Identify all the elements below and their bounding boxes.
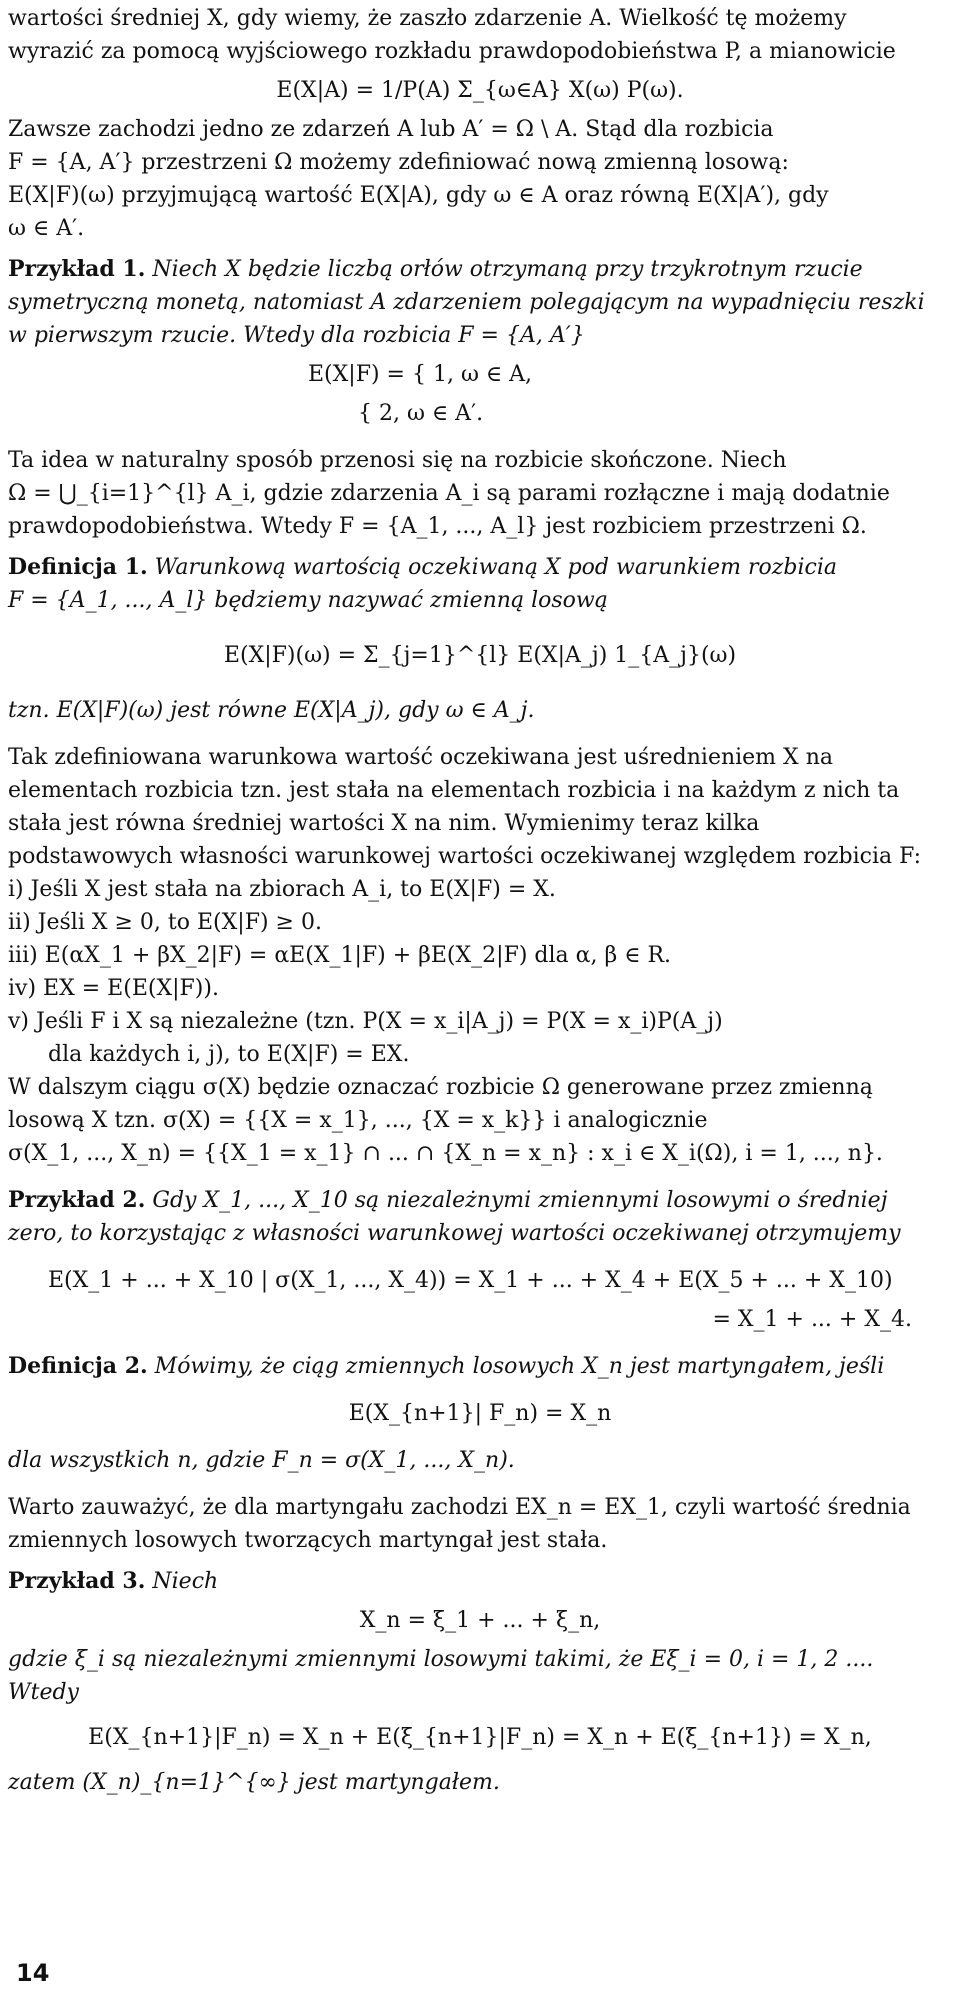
text-line: zmiennych losowych tworzących martyngał jest stała. — [8, 1528, 608, 1553]
property-item: v) Jeśli F i X są niezależne (tzn. P(X = x_i|A_j) = P(X = x_i)P(A_j) — [8, 1009, 723, 1034]
finite-partition-paragraph — [8, 444, 952, 543]
equation-sum: X_n = ξ_1 + ... + ξ_n, — [359, 1608, 601, 1633]
page-content — [8, 2, 952, 1799]
text-line: Warto zauważyć, że dla martyngału zachodzi EX_n = EX_1, czyli wartość średnia — [8, 1495, 911, 1520]
definition-1 — [8, 551, 952, 727]
example-2 — [8, 1184, 952, 1336]
text-line: podstawowych własności warunkowej wartości oczekiwanej względem rozbicia F: — [8, 844, 921, 869]
equation-conditional-mean: E(X|A) = 1/P(A) Σ_{ω∈A} X(ω) P(ω). — [276, 78, 684, 103]
text-line: F = {A_1, ..., A_l} będziemy nazywać zmienną losową — [8, 588, 608, 613]
text-line: F = {A, A′} przestrzeni Ω możemy zdefiniować nową zmienną losową: — [8, 150, 789, 175]
text-line — [8, 1350, 952, 1383]
text-line: ω ∈ A′. — [8, 216, 85, 241]
property-item: i) Jeśli X jest stała na zbiorach A_i, to E(X|F) = X. — [8, 877, 556, 902]
text-line: zero, to korzystając z własności warunkowej wartości oczekiwanej otrzymujemy — [8, 1221, 901, 1246]
text-line: elementach rozbicia tzn. jest stała na elementach rozbicia i na każdym z nich ta — [8, 778, 900, 803]
example-3 — [8, 1565, 952, 1799]
text-line: zatem (X_n)_{n=1}^{∞} jest martyngałem. — [8, 1770, 500, 1795]
page-number: 14 — [16, 1959, 50, 1987]
text-line: stała jest równa średniej wartości X na nim. Wymienimy teraz kilka — [8, 811, 760, 836]
text-line — [8, 1565, 952, 1598]
text-line: losową X tzn. σ(X) = {{X = x_1}, ..., {X = x_k}} i analogicznie — [8, 1108, 708, 1133]
property-item-continuation: dla każdych i, j), to E(X|F) = EX. — [48, 1042, 410, 1067]
properties-paragraph — [8, 741, 952, 1170]
property-item: ii) Jeśli X ≥ 0, to E(X|F) ≥ 0. — [8, 910, 322, 935]
text-line — [8, 1184, 952, 1217]
text-line: E(X|F)(ω) przyjmującą wartość E(X|A), gdy ω ∈ A oraz równą E(X|A′), gdy — [8, 183, 829, 208]
text-line: Zawsze zachodzi jedno ze zdarzeń A lub A′ = Ω \ A. Stąd dla rozbicia — [8, 117, 774, 142]
equation-case-2: { 2, ω ∈ A′. — [358, 401, 484, 426]
definition-2 — [8, 1350, 952, 1477]
equation-martingale-check: E(X_{n+1}|F_n) = X_n + E(ξ_{n+1}|F_n) = X_n + E(ξ_{n+1}) = X_n, — [88, 1725, 872, 1750]
example-text: Niech X będzie liczbą orłów otrzymaną przy trzykrotnym rzucie — [145, 257, 863, 282]
text-line: w pierwszym rzucie. Wtedy dla rozbicia F = {A, A′} — [8, 323, 585, 348]
equation-example-2-line-2: = X_1 + ... + X_4. — [712, 1307, 912, 1332]
text-line: prawdopodobieństwa. Wtedy F = {A_1, ..., A_l} jest rozbiciem przestrzeni Ω. — [8, 514, 867, 539]
example-label: Przykład 1. — [8, 256, 146, 282]
example-label: Przykład 3. — [8, 1568, 146, 1594]
text-line: symetryczną monetą, natomiast A zdarzeniem polegającym na wypadnięciu reszki — [8, 290, 925, 315]
text-line: tzn. E(X|F)(ω) jest równe E(X|A_j), gdy ω ∈ A_j. — [8, 698, 535, 723]
equation-case-1: E(X|F) = { 1, ω ∈ A, — [308, 362, 533, 387]
definition-text: Mówimy, że ciąg zmiennych losowych X_n jest martyngałem, jeśli — [147, 1354, 885, 1379]
text-line: Ta idea w naturalny sposób przenosi się na rozbicie skończone. Niech — [8, 448, 787, 473]
property-item: iv) EX = E(E(X|F)). — [8, 976, 219, 1001]
equation-example-2-line-1: E(X_1 + ... + X_10 | σ(X_1, ..., X_4)) = X_1 + ... + X_4 + E(X_5 + ... + X_10) — [48, 1268, 893, 1293]
text-line — [8, 551, 952, 584]
definition-label: Definicja 1. — [8, 554, 148, 580]
text-line — [8, 253, 952, 286]
equation-martingale: E(X_{n+1}| F_n) = X_n — [348, 1401, 612, 1426]
text-line: W dalszym ciągu σ(X) będzie oznaczać rozbicie Ω generowane przez zmienną — [8, 1075, 873, 1100]
definition-text: Warunkową wartością oczekiwaną X pod warunkiem rozbicia — [147, 555, 837, 580]
example-label: Przykład 2. — [8, 1187, 146, 1213]
text-line: Ω = ⋃_{i=1}^{l} A_i, gdzie zdarzenia A_i są parami rozłączne i mają dodatnie — [8, 481, 890, 506]
text-line: wyrazić za pomocą wyjściowego rozkładu prawdopodobieństwa P, a mianowicie — [8, 39, 896, 64]
text-line: Tak zdefiniowana warunkowa wartość oczekiwana jest uśrednieniem X na — [8, 745, 833, 770]
text-line: gdzie ξ_i są niezależnymi zmiennymi losowymi takimi, że Eξ_i = 0, i = 1, 2 .... — [8, 1647, 874, 1672]
example-text: Gdy X_1, ..., X_10 są niezależnymi zmiennymi losowymi o średniej — [145, 1188, 888, 1213]
text-line: wartości średniej X, gdy wiemy, że zaszło zdarzenie A. Wielkość tę możemy — [8, 6, 847, 31]
equation-conditional-expectation: E(X|F)(ω) = Σ_{j=1}^{l} E(X|A_j) 1_{A_j}(ω) — [223, 643, 737, 668]
definition-label: Definicja 2. — [8, 1353, 148, 1379]
text-line: σ(X_1, ..., X_n) = {{X_1 = x_1} ∩ ... ∩ {X_n = x_n} : x_i ∈ X_i(Ω), i = 1, ..., n}. — [8, 1141, 883, 1166]
example-1 — [8, 253, 952, 430]
text-line: Wtedy — [8, 1680, 79, 1705]
property-item: iii) E(αX_1 + βX_2|F) = αE(X_1|F) + βE(X_2|F) dla α, β ∈ R. — [8, 943, 672, 968]
text-line: dla wszystkich n, gdzie F_n = σ(X_1, ..., X_n). — [8, 1448, 515, 1473]
martingale-remark — [8, 1491, 952, 1557]
example-text: Niech — [145, 1569, 219, 1594]
